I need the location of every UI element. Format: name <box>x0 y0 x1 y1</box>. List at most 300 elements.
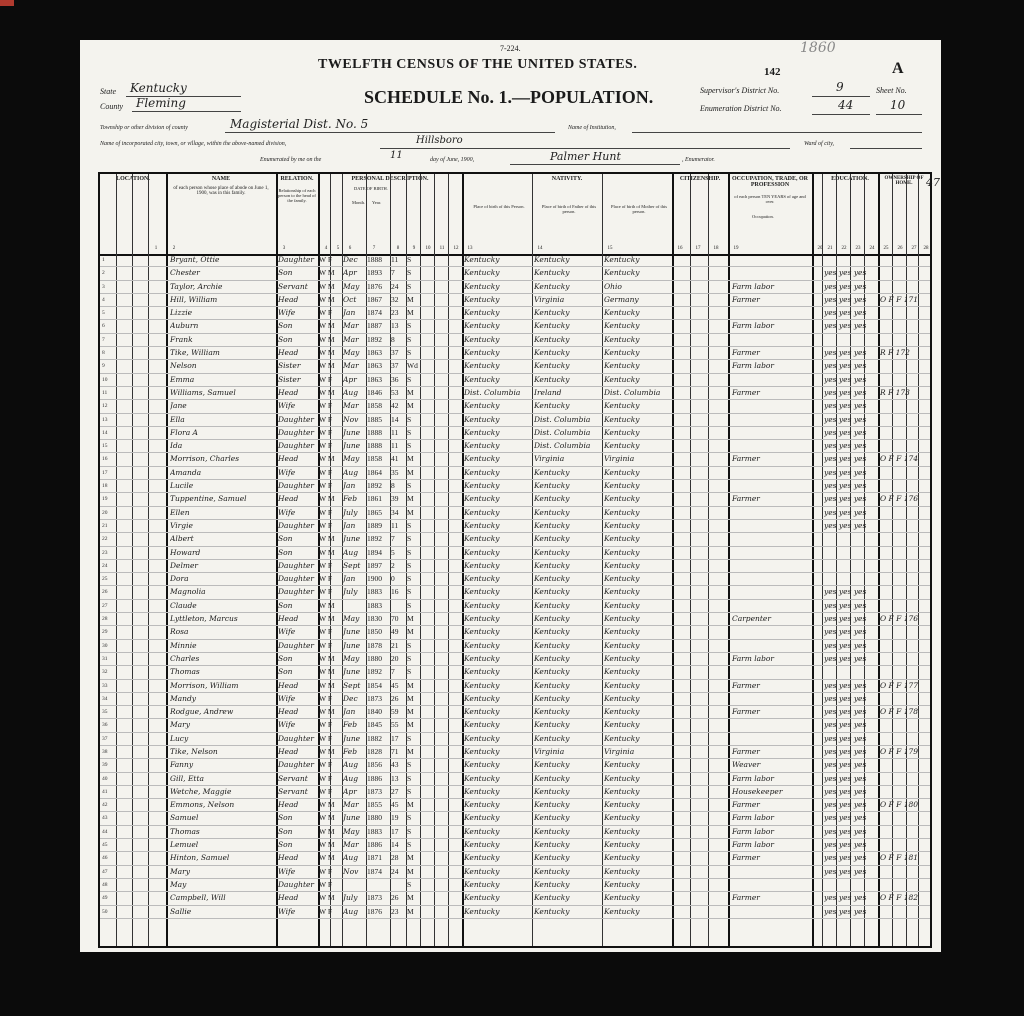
cell-yr: 1858 <box>367 401 382 411</box>
cell-name: Hinton, Samuel <box>170 853 230 863</box>
cell-mb: Kentucky <box>604 547 640 557</box>
cell-rc: W F <box>319 441 332 451</box>
cell-yr: 1873 <box>367 893 382 903</box>
cell-fb: Kentucky <box>534 520 570 530</box>
cell-age: 23 <box>391 906 399 916</box>
cell-fb: Kentucky <box>534 906 570 916</box>
table-row <box>100 573 930 586</box>
cell-no: 37 <box>102 735 108 742</box>
cell-ms: S <box>407 760 412 770</box>
cell-yr: 1892 <box>367 534 382 544</box>
cell-mo: Jan <box>343 574 356 584</box>
cell-rc: W F <box>319 760 332 770</box>
cell-yr: 1828 <box>367 746 382 756</box>
cell-rc: W F <box>319 693 332 703</box>
cell-rc: W F <box>319 733 332 743</box>
margin-number: 47 <box>926 176 940 189</box>
cell-mo: Feb <box>343 494 358 504</box>
cell-no: 24 <box>102 562 108 569</box>
cell-name: Frank <box>170 334 193 344</box>
cell-name: Ida <box>170 441 183 451</box>
cell-fb: Kentucky <box>534 534 570 544</box>
enumerator-name: Palmer Hunt <box>550 150 621 163</box>
cell-name: Ellen <box>170 507 190 517</box>
column-number: 25 <box>883 246 889 251</box>
cell-fb: Kentucky <box>534 680 570 690</box>
cell-occ: Farm labor <box>732 321 775 331</box>
cell-rel: Daughter <box>278 520 314 530</box>
table-row <box>100 360 930 373</box>
nat-person-head: Place of birth of this Person. <box>473 204 525 209</box>
column-number: 11 <box>439 246 445 251</box>
cell-ms: M <box>407 680 414 690</box>
cell-ms: M <box>407 454 414 464</box>
cell-pb: Kentucky <box>464 627 500 637</box>
cell-rel: Servant <box>278 773 308 783</box>
cell-yr: 1856 <box>367 760 382 770</box>
cell-fb: Kentucky <box>534 653 570 663</box>
cell-rc: W M <box>319 494 335 504</box>
cell-name: Williams, Samuel <box>170 387 236 397</box>
cell-rel: Son <box>278 268 293 278</box>
cell-no: 48 <box>102 881 108 888</box>
cell-ms: M <box>407 853 414 863</box>
township-line <box>225 132 555 133</box>
cell-own: R F 173 <box>880 387 910 397</box>
cell-name: Taylor, Archie <box>170 281 223 291</box>
table-row <box>100 786 930 799</box>
column-number: 28 <box>923 246 929 251</box>
cell-mb: Kentucky <box>604 906 640 916</box>
cell-age: 71 <box>391 746 399 756</box>
cell-fb: Kentucky <box>534 786 570 796</box>
cell-mo: June <box>343 534 361 544</box>
cell-yr: 1883 <box>367 587 382 597</box>
cell-pb: Kentucky <box>464 826 500 836</box>
cell-edu: yes yes yes <box>824 414 867 424</box>
column-number: 1 <box>154 246 158 251</box>
cell-mb: Kentucky <box>604 720 640 730</box>
cell-rel: Servant <box>278 786 308 796</box>
cell-fb: Kentucky <box>534 853 570 863</box>
cell-age: 14 <box>391 840 399 850</box>
cell-no: 30 <box>102 642 108 649</box>
cell-age: 39 <box>391 494 399 504</box>
cell-name: Dora <box>170 574 189 584</box>
cell-yr: 1873 <box>367 693 382 703</box>
cell-ms: S <box>407 733 412 743</box>
cell-ms: S <box>407 587 412 597</box>
cell-rel: Son <box>278 813 293 823</box>
cell-name: Virgie <box>170 520 193 530</box>
cell-rc: W M <box>319 268 335 278</box>
incorporated-line <box>380 148 790 149</box>
page-stamp: 142 <box>764 66 781 78</box>
cell-occ: Weaver <box>732 760 761 770</box>
table-row <box>100 307 930 320</box>
cell-pb: Kentucky <box>464 507 500 517</box>
institution-line <box>632 132 922 133</box>
column-number: 10 <box>425 246 431 251</box>
cell-rc: W M <box>319 387 335 397</box>
table-row <box>100 746 930 759</box>
cell-rel: Head <box>278 680 299 690</box>
table-row <box>100 866 930 879</box>
cell-fb: Dist. Columbia <box>534 441 591 451</box>
cell-rc: W M <box>319 614 335 624</box>
table-row <box>100 879 930 892</box>
cell-age: 24 <box>391 281 399 291</box>
cell-pb: Kentucky <box>464 401 500 411</box>
cell-edu: yes yes yes <box>824 401 867 411</box>
cell-name: Albert <box>170 534 194 544</box>
cell-rel: Head <box>278 294 299 304</box>
cell-no: 14 <box>102 429 108 436</box>
ward-label: Ward of city, <box>804 141 835 147</box>
cell-rc: W F <box>319 786 332 796</box>
cell-pb: Kentucky <box>464 361 500 371</box>
cell-edu: yes yes yes <box>824 640 867 650</box>
cell-no: 22 <box>102 536 108 543</box>
cell-fb: Kentucky <box>534 826 570 836</box>
cell-ms: S <box>407 600 412 610</box>
cell-name: Lemuel <box>170 840 199 850</box>
cell-edu: yes yes yes <box>824 308 867 318</box>
cell-name: Gill, Etta <box>170 773 204 783</box>
cell-ms: M <box>407 707 414 717</box>
table-row <box>100 254 930 267</box>
cell-rc: W F <box>319 467 332 477</box>
column-number: 2 <box>172 246 176 251</box>
enumerated-mid: day of June, 1900, <box>430 157 475 163</box>
cell-mb: Kentucky <box>604 866 640 876</box>
cell-pb: Kentucky <box>464 866 500 876</box>
cell-fb: Kentucky <box>534 481 570 491</box>
cell-rel: Son <box>278 826 293 836</box>
cell-edu: yes yes yes <box>824 906 867 916</box>
column-number: 5 <box>336 246 340 251</box>
cell-name: Tike, Nelson <box>170 746 218 756</box>
cell-mb: Kentucky <box>604 800 640 810</box>
cell-yr: 1874 <box>367 308 382 318</box>
cell-rc: W M <box>319 893 335 903</box>
table-row <box>100 613 930 626</box>
cell-mb: Kentucky <box>604 334 640 344</box>
cell-occ: Farmer <box>732 348 760 358</box>
table-row <box>100 600 930 613</box>
cell-yr: 1888 <box>367 441 382 451</box>
cell-pb: Kentucky <box>464 720 500 730</box>
cell-age: 37 <box>391 361 399 371</box>
cell-fb: Kentucky <box>534 720 570 730</box>
township-label: Township or other division of county <box>100 125 188 131</box>
cell-rc: W M <box>319 746 335 756</box>
cell-mo: July <box>343 587 358 597</box>
cell-edu: yes yes yes <box>824 600 867 610</box>
cell-rc: W F <box>319 720 332 730</box>
cell-edu: yes yes yes <box>824 733 867 743</box>
cell-rel: Wife <box>278 693 296 703</box>
cell-rel: Wife <box>278 401 296 411</box>
cell-edu: yes yes yes <box>824 840 867 850</box>
cell-yr: 1880 <box>367 653 382 663</box>
cell-no: 26 <box>102 589 108 596</box>
table-row <box>100 533 930 546</box>
cell-yr: 1893 <box>367 268 382 278</box>
cell-age: 70 <box>391 614 399 624</box>
cell-no: 8 <box>102 350 105 357</box>
cell-ms: S <box>407 786 412 796</box>
cell-age: 27 <box>391 786 399 796</box>
cell-fb: Kentucky <box>534 308 570 318</box>
cell-edu: yes yes yes <box>824 281 867 291</box>
enumeration-line <box>812 114 870 115</box>
cell-fb: Kentucky <box>534 374 570 384</box>
cell-yr: 1889 <box>367 520 382 530</box>
cell-ms: M <box>407 866 414 876</box>
cell-pb: Kentucky <box>464 547 500 557</box>
cell-pb: Kentucky <box>464 481 500 491</box>
cell-rc: W F <box>319 640 332 650</box>
cell-ms: M <box>407 720 414 730</box>
cell-mo: Nov <box>343 866 359 876</box>
cell-name: Bryant, Ottie <box>170 255 220 264</box>
cell-no: 9 <box>102 363 105 370</box>
cell-rel: Son <box>278 667 293 677</box>
cell-yr: 1854 <box>367 680 382 690</box>
cell-mo: May <box>343 454 360 464</box>
cell-age: 11 <box>391 520 399 530</box>
cell-age: 11 <box>391 255 399 264</box>
cell-mb: Kentucky <box>604 893 640 903</box>
cell-occ: Farmer <box>732 680 760 690</box>
cell-rel: Head <box>278 746 299 756</box>
enumeration-value: 44 <box>838 98 854 112</box>
cell-yr: 1892 <box>367 334 382 344</box>
cell-rc: W M <box>319 321 335 331</box>
cell-fb: Kentucky <box>534 640 570 650</box>
cell-pb: Kentucky <box>464 707 500 717</box>
cell-pb: Kentucky <box>464 853 500 863</box>
cell-occ: Farmer <box>732 800 760 810</box>
cell-edu: yes yes yes <box>824 893 867 903</box>
cell-name: Jane <box>170 401 187 411</box>
cell-fb: Kentucky <box>534 627 570 637</box>
township-value: Magisterial Dist. No. 5 <box>230 117 369 131</box>
cell-fb: Kentucky <box>534 760 570 770</box>
table-row <box>100 374 930 387</box>
cell-rc: W F <box>319 401 332 411</box>
cell-pb: Kentucky <box>464 321 500 331</box>
cell-edu: yes yes yes <box>824 813 867 823</box>
cell-mo: Apr <box>343 374 357 384</box>
cell-pb: Kentucky <box>464 813 500 823</box>
cell-mb: Kentucky <box>604 667 640 677</box>
name-desc: of each person whose place of abode on June 1, 1900, was in this family. <box>173 186 269 196</box>
cell-rc: W M <box>319 361 335 371</box>
state-value: Kentucky <box>130 81 187 95</box>
cell-pb: Kentucky <box>464 268 500 278</box>
cell-name: Lyttleton, Marcus <box>170 614 238 624</box>
cell-mb: Kentucky <box>604 520 640 530</box>
cell-ms: S <box>407 840 412 850</box>
cell-rel: Daughter <box>278 587 314 597</box>
cell-fb: Kentucky <box>534 893 570 903</box>
table-header <box>100 174 930 256</box>
cell-ms: S <box>407 879 412 889</box>
cell-rc: W F <box>319 507 332 517</box>
cell-mb: Kentucky <box>604 614 640 624</box>
table-row <box>100 653 930 666</box>
table-row <box>100 427 930 440</box>
cell-no: 3 <box>102 283 105 290</box>
cell-mb: Kentucky <box>604 308 640 318</box>
cell-mb: Ohio <box>604 281 622 291</box>
cell-no: 45 <box>102 842 108 849</box>
cell-mo: June <box>343 733 361 743</box>
cell-rc: W M <box>319 334 335 344</box>
cell-edu: yes yes yes <box>824 268 867 278</box>
cell-fb: Kentucky <box>534 507 570 517</box>
cell-occ: Farm labor <box>732 361 775 371</box>
cell-pb: Kentucky <box>464 693 500 703</box>
cell-mb: Kentucky <box>604 401 640 411</box>
census-title: TWELFTH CENSUS OF THE UNITED STATES. <box>318 57 638 72</box>
cell-occ: Farmer <box>732 494 760 504</box>
cell-no: 23 <box>102 549 108 556</box>
sheet-label: Sheet No. <box>876 86 907 95</box>
cell-mo: May <box>343 348 360 358</box>
cell-edu: yes yes yes <box>824 853 867 863</box>
cell-rel: Wife <box>278 467 296 477</box>
cell-mb: Kentucky <box>604 361 640 371</box>
cell-name: Lizzie <box>170 308 193 318</box>
cell-rel: Daughter <box>278 574 314 584</box>
cell-age: 5 <box>391 547 395 557</box>
table-row <box>100 759 930 772</box>
cell-rc: W M <box>319 281 335 291</box>
cell-ms: M <box>407 507 414 517</box>
handwritten-year: 1860 <box>800 40 836 56</box>
cell-yr: 1861 <box>367 494 382 504</box>
cell-rel: Head <box>278 387 299 397</box>
cell-mo: Aug <box>343 547 359 557</box>
cell-name: Minnie <box>170 640 197 650</box>
supervisor-label: Supervisor's District No. <box>700 86 780 95</box>
cell-rc: W M <box>319 534 335 544</box>
cell-edu: yes yes yes <box>824 720 867 730</box>
cell-edu: yes yes yes <box>824 467 867 477</box>
ward-line <box>850 148 922 149</box>
cell-mb: Kentucky <box>604 534 640 544</box>
occupation-desc: of each person TEN YEARS of age and over. <box>734 194 806 204</box>
cell-pb: Kentucky <box>464 348 500 358</box>
cell-pb: Kentucky <box>464 294 500 304</box>
cell-yr: 1830 <box>367 614 382 624</box>
cell-pb: Kentucky <box>464 680 500 690</box>
cell-ms: M <box>407 893 414 903</box>
cell-no: 17 <box>102 469 108 476</box>
cell-ms: S <box>407 255 412 264</box>
cell-edu: yes yes yes <box>824 481 867 491</box>
cell-yr: 1874 <box>367 866 382 876</box>
cell-own: O F F 174 <box>880 454 919 464</box>
cell-yr: 1864 <box>367 467 382 477</box>
table-row <box>100 267 930 280</box>
cell-mo: Sept <box>343 680 361 690</box>
cell-pb: Kentucky <box>464 534 500 544</box>
table-row <box>100 334 930 347</box>
table-row <box>100 387 930 400</box>
cell-mb: Kentucky <box>604 348 640 358</box>
cell-rel: Son <box>278 534 293 544</box>
cell-fb: Kentucky <box>534 840 570 850</box>
enumeration-label: Enumeration District No. <box>700 104 782 113</box>
table-row <box>100 666 930 679</box>
cell-ms: M <box>407 467 414 477</box>
cell-no: 32 <box>102 669 108 676</box>
cell-ms: Wd <box>407 361 418 371</box>
cell-mb: Kentucky <box>604 693 640 703</box>
cell-fb: Kentucky <box>534 401 570 411</box>
cell-yr: 1886 <box>367 840 382 850</box>
cell-mo: Sept <box>343 560 361 570</box>
cell-no: 15 <box>102 443 108 450</box>
cell-edu: yes yes yes <box>824 760 867 770</box>
cell-edu: yes yes yes <box>824 746 867 756</box>
cell-edu: yes yes yes <box>824 361 867 371</box>
cell-mb: Kentucky <box>604 255 640 264</box>
state-label: State <box>100 87 116 96</box>
cell-occ: Farmer <box>732 853 760 863</box>
cell-fb: Kentucky <box>534 348 570 358</box>
cell-yr: 1900 <box>367 574 382 584</box>
cell-rc: W M <box>319 294 335 304</box>
cell-fb: Virginia <box>534 294 565 304</box>
cell-pb: Kentucky <box>464 653 500 663</box>
group-citizenship: CITIZENSHIP. <box>679 176 721 182</box>
cell-mb: Virginia <box>604 454 635 464</box>
cell-no: 36 <box>102 722 108 729</box>
cell-age: 21 <box>391 640 399 650</box>
birth-head: DATE OF BIRTH. <box>354 186 388 191</box>
cell-name: Samuel <box>170 813 199 823</box>
cell-mb: Kentucky <box>604 813 640 823</box>
cell-mo: Mar <box>343 800 359 810</box>
cell-ms: M <box>407 614 414 624</box>
cell-mb: Kentucky <box>604 574 640 584</box>
cell-age: 45 <box>391 680 399 690</box>
cell-name: Nelson <box>170 361 197 371</box>
cell-occ: Farmer <box>732 387 760 397</box>
cell-ms: S <box>407 653 412 663</box>
cell-mo: Jan <box>343 308 356 318</box>
cell-mo: May <box>343 281 360 291</box>
group-personal: PERSONAL DESCRIPTION. <box>351 176 429 182</box>
cell-edu: yes yes yes <box>824 614 867 624</box>
cell-mo: Aug <box>343 773 359 783</box>
sheet-line <box>876 114 922 115</box>
sheet-value: 10 <box>890 98 906 112</box>
cell-fb: Dist. Columbia <box>534 427 591 437</box>
cell-pb: Kentucky <box>464 760 500 770</box>
cell-yr: 1846 <box>367 387 382 397</box>
cell-edu: yes yes yes <box>824 800 867 810</box>
column-number: 27 <box>911 246 917 251</box>
cell-mo: July <box>343 893 358 903</box>
column-number: 7 <box>372 246 376 251</box>
cell-no: 2 <box>102 270 105 277</box>
